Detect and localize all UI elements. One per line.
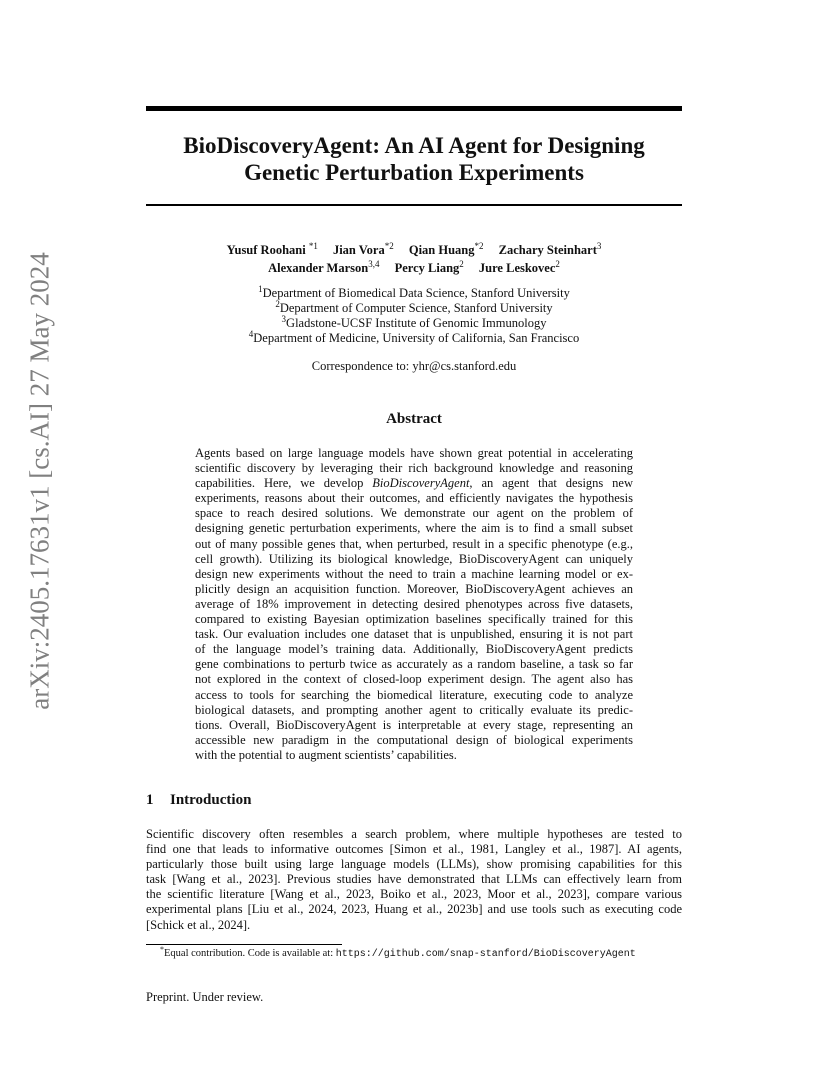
intro-line: particularly those built using large language models (LLMs), show promising capabilities for this [146,857,682,872]
intro-line: experimental plans [Liu et al., 2024, 2023, Huang et al., 2023b] and use tools such as executing code [146,902,682,917]
abstract-line: with the potential to augment scientists’ capabilities. [195,747,457,762]
affiliation: $^4$Department of Medicine, University of California, San Francisco [248,329,580,345]
affiliation: $^1$Department of Biomedical Data Science, Stanford University [258,284,570,300]
footnote-text: Equal contribution. Code is available at: [164,948,336,959]
author: Zachary Steinhart$^3$ [498,241,602,257]
abstract-line: access to tools for searching the biomedical literature, executing code to analyze [195,687,633,702]
abstract-line: experiments, reasons about their outcomes, and efficiently navigates the hypothesis [195,491,633,506]
author-list [146,241,682,277]
title-bottom-rule [146,204,682,206]
abstract-line: of the language model’s training data. Additionally, BioDiscoveryAgent predicts [195,642,633,657]
correspondence: Correspondence to: yhr@cs.stanford.edu [311,359,517,373]
author: Qian Huang$^{*2}$ [408,241,484,257]
author: Yusuf Roohani $^{*1}$ [226,241,318,257]
abstract-line: design new experiments without the need to train a machine learning model or ex- [195,566,633,581]
abstract-line: gene combinations to perturb twice as accurately as a random baseline, a task so far [195,657,633,672]
abstract-line: tions. Overall, BioDiscoveryAgent is interpretable at every stage, representing an [195,717,633,732]
footnote-mark: * [160,945,164,954]
author-line-2 [146,259,682,277]
section-number: 1 [146,792,154,808]
abstract-line: space to reach desired solutions. We demonstrate our agent on the problem of [195,506,633,521]
footnote-rule [146,944,342,945]
abstract-line: out of many possible genes that, when perturbed, result in a specific phenotype (e.g., [195,536,633,551]
arxiv-stamp: arXiv:2405.17631v1 [cs.AI] 27 May 2024 [24,252,55,710]
title-line-2: Genetic Perturbation Experiments [244,160,584,185]
title-top-rule [146,106,682,111]
affiliation: $^3$Gladstone-UCSF Institute of Genomic Immunology [281,314,547,330]
affiliation: $^2$Department of Computer Science, Stanford University [275,299,553,315]
abstract-line: cell growth). Utilizing its biological knowledge, BioDiscoveryAgent can uniquely [195,551,633,566]
author: Alexander Marson$^{3,4}$ [268,259,380,275]
abstract-line: compared to existing Bayesian optimization baselines specifically trained for this [195,612,633,627]
footnote [160,945,636,960]
preprint-note: Preprint. Under review. [146,990,264,1004]
abstract-line: average of 18% improvement in detecting desired phenotypes across five datasets, [195,596,633,611]
affiliations [146,286,682,346]
author-line-1 [146,241,682,259]
intro-line: task [Wang et al., 2023]. Previous studies have demonstrated that LLMs can effectively learn from [146,872,682,887]
intro-line: [Schick et al., 2024]. [146,917,251,932]
abstract-heading: Abstract [386,411,442,427]
author: Percy Liang$^2$ [394,259,464,275]
abstract-line: task. Our evaluation includes one dataset that is unpublished, ensuring it is not part [195,627,633,642]
section-heading [146,792,251,809]
code-url-link[interactable]: https://github.com/snap-stanford/BioDiscoveryAgent [335,949,636,960]
intro-line: the scientific literature [Wang et al., 2023, Boiko et al., 2023, Moor et al., 2023], compare various [146,887,682,902]
abstract-line: scientific discovery by leveraging their rich background knowledge and reasoning [195,461,633,476]
intro-line: Scientific discovery often resembles a search problem, where multiple hypotheses are tested to [146,827,682,841]
abstract-line: designing genetic perturbation experiments, where the aim is to find a small subset [195,521,633,536]
abstract-line: biological datasets, and prompting another agent to critically evaluate its predic- [195,702,633,717]
abstract-line: plicitly design an acquisition function. Moreover, BioDiscoveryAgent achieves an [195,581,633,596]
title-line-1: BioDiscoveryAgent: An AI Agent for Designing [183,133,645,158]
agent-name-emphasis: BioDiscoveryAgent [372,476,470,491]
author: Jure Leskovec$^2$ [478,259,560,275]
abstract-line: accessible new paradigm in the computational design of biological experiments [195,732,633,747]
abstract-line: Agents based on large language models have shown great potential in accelerating [195,446,633,460]
abstract-body [195,446,633,763]
abstract-line: capabilities. Here, we develop BioDiscoveryAgent, an agent that designs new [195,476,634,491]
abstract-line: not explored in the context of closed-loop experiment design. The agent also has [195,672,633,687]
paper-title [146,132,682,186]
section-title: Introduction [170,792,252,808]
intro-line: find one that leads to informative outcomes [Simon et al., 1981, Langley et al., 1987]. AI agents, [146,842,682,857]
introduction-body [146,827,682,933]
author: Jian Vora$^{*2}$ [332,241,394,257]
